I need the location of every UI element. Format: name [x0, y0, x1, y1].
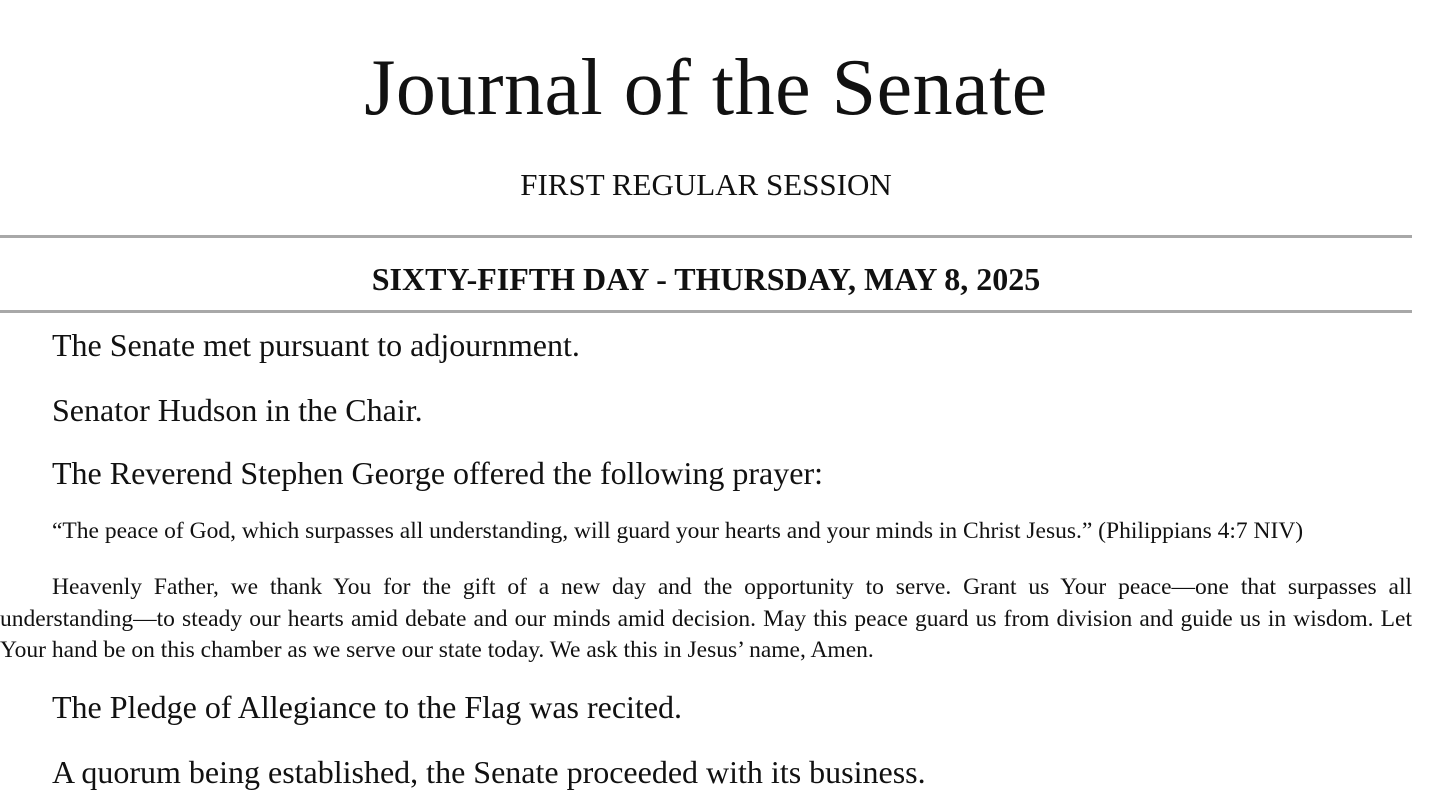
pledge-paragraph: The Pledge of Allegiance to the Flag was recited.: [52, 689, 683, 725]
journal-title: Journal of the Senate: [364, 44, 1048, 132]
top-divider: [0, 235, 1412, 238]
bottom-divider: [0, 310, 1412, 313]
adjournment-paragraph: The Senate met pursuant to adjournment.: [52, 327, 580, 363]
chair-paragraph: Senator Hudson in the Chair.: [52, 392, 423, 428]
scripture-quote: “The peace of God, which surpasses all understanding, will guard your hearts and your minds in Christ Jesus.” (Philippians 4:7 NIV): [52, 518, 1304, 544]
prayer-intro-paragraph: The Reverend Stephen George offered the following prayer:: [52, 455, 823, 491]
quorum-paragraph: A quorum being established, the Senate proceeded with its business.: [52, 754, 926, 790]
prayer-text: Heavenly Father, we thank You for the gift of a new day and the opportunity to serve. Grant us Your peace—one that surpasses all understanding—to steady our hearts amid debate and our minds amid decision. May this peace guard us from division and guide us in wisdom. Let Your hand be on this chamber as we serve our state today. We ask this in Jesus’ name, Amen.: [0, 574, 1412, 663]
session-name: FIRST REGULAR SESSION: [520, 167, 892, 202]
day-heading: SIXTY-FIFTH DAY - THURSDAY, MAY 8, 2025: [371, 261, 1041, 297]
